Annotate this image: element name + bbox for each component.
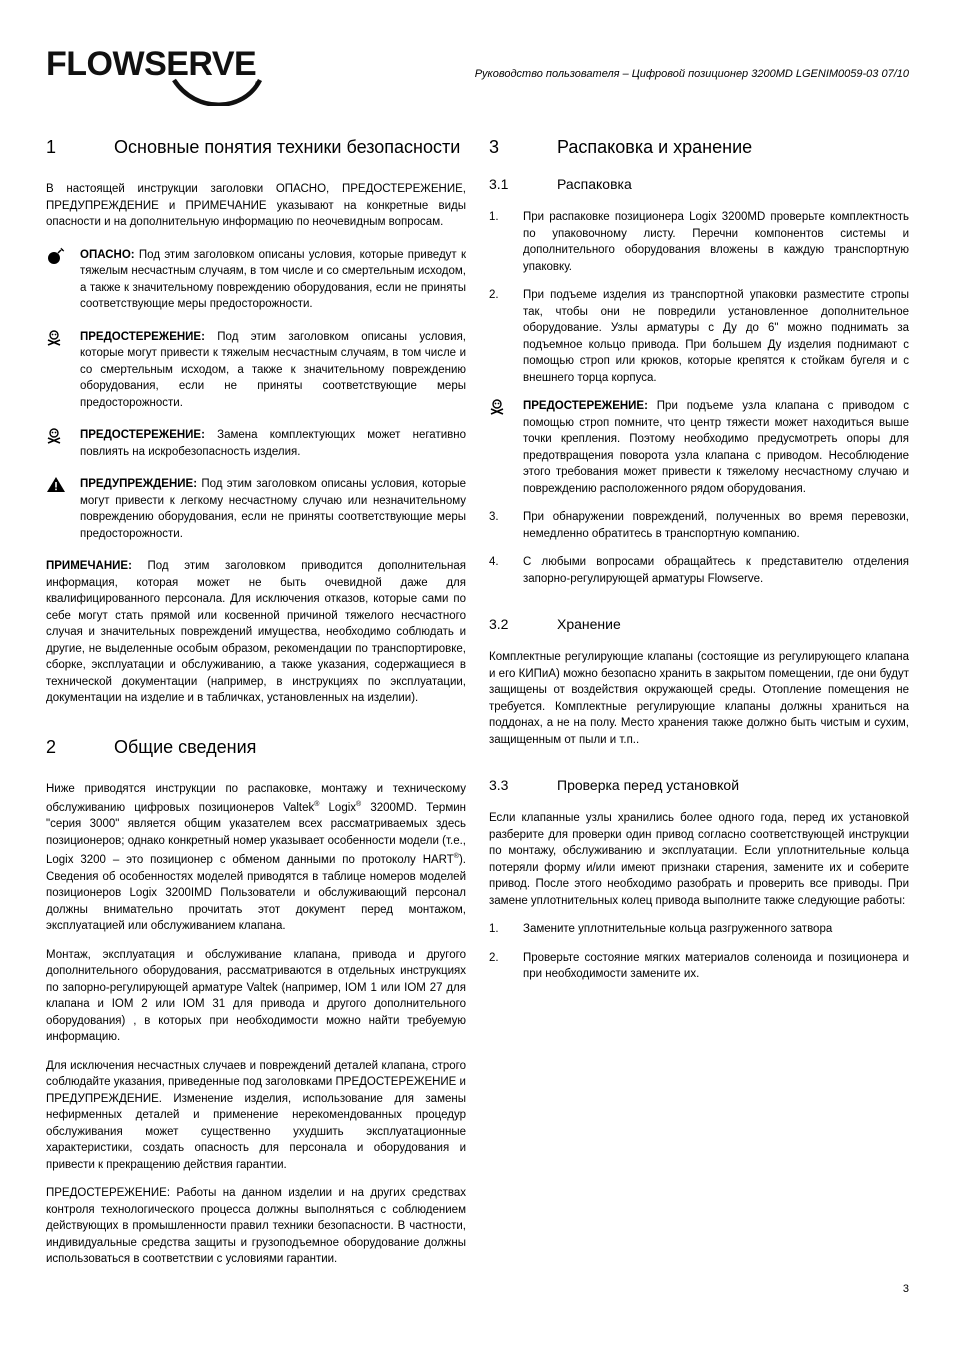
section-2-paragraph-4: ПРЕДОСТЕРЕЖЕНИЕ: Работы на данном изделии и на других средствах контроля технологического процесса должны выполняться с соблюдением действующих в промышленности правил техники безопасности. В частности, индивидуальные средства защиты и грузоподъемное оборудование должны использоваться в соответствии с условиями гарантии.: [46, 1187, 466, 1266]
skull-crossbones-icon: [46, 329, 66, 347]
left-column: [46, 135, 466, 1268]
section-3-2-text: Комплектные регулирующие клапаны (состоящие из регулирующего клапана и его КИПиА) можно безопасно хранить в закрытом помещении, где они будут защищены от воздействия окружающей среды. Отопление помещения не требуется. Комплектные регулирующие клапаны должны храниться на поддонах, а не на полу. Место хранения также должно быть чистым и сухим, защищенным от пыли и т.п..: [489, 651, 909, 746]
section-1-intro: В настоящей инструкции заголовки ОПАСНО, ПРЕДОСТЕРЕЖЕНИЕ, ПРЕДУПРЕЖДЕНИЕ и ПРИМЕЧАНИЕ указывают на конкретные виды опасности и на дополнительную информацию по неочевидным вопросам.: [46, 183, 466, 228]
document-title: Руководство пользователя – Цифровой позиционер 3200MD LGENIM0059-03 07/10: [474, 68, 909, 80]
section-2-heading: 2 Общие сведения: [46, 736, 257, 757]
section-1-heading: 1 Основные понятия техники безопасности: [46, 137, 461, 157]
list-item: 2. При подъеме изделия из транспортной упаковки разместите стропы так, чтобы они не повредили установленное дополнительное оборудование. Узлы арматуры с Ду до 6" можно поднимать за подъемное кольцо привода. При большем Ду изделия поднимают с помощью строп или крюков, которые крепятся к стойкам бугеля и с внешнего торца корпуса.: [489, 289, 909, 384]
list-item: 3. При обнаружении повреждений, полученных во время перевозки, немедленно обратитесь в транспортную компанию.: [489, 511, 909, 540]
list-item: 1. Замените уплотнительные кольца разгруженного затвора: [489, 923, 833, 935]
section-3-3-text: Если клапанные узлы хранились более одного года, перед их установкой разберите для проверки один привод согласно соответствующей инструкции по монтажу, обслуживанию и эксплуатации. Если уплотнительные кольца потеряли форму и/или имеют признаки старения, замените их и соберите привод. После этого необходимо разобрать и проверить все приводы. При замене уплотнительных колец привода выполните также следующие работы:: [489, 812, 909, 907]
logo-wordmark: FLOWSERVE: [46, 45, 257, 83]
section-3-heading: 3 Распаковка и хранение: [489, 137, 753, 157]
section-2-paragraph-3: Для исключения несчастных случаев и повреждений деталей клапана, строго соблюдайте указания, приведенные под заголовками ПРЕДОСТЕРЕЖЕНИЕ и ПРЕДУПРЕЖДЕНИЕ. Изменение изделия, использование для замены нефирменных деталей и применение нерекомендованных процедур обслуживания может существенно ухудшить эксплуатационные характеристики, создать опасность для персонала и оборудования и привести к прекращению действия гарантии.: [46, 1059, 466, 1171]
list-item: 1. При распаковке позиционера Logix 3200MD проверьте комплектность по упаковочному листу. Перечни компонентов системы и дополнительного оборудования вложены в каждую транспортную упаковку.: [489, 211, 909, 273]
skull-crossbones-icon: [46, 427, 66, 445]
right-column: [489, 135, 909, 983]
section-3-3-heading: 3.3 Проверка перед установкой: [489, 777, 740, 793]
caution-note-3: ПРЕДОСТЕРЕЖЕНИЕ: При подъеме узла клапана с приводом с помощью строп помните, что центр тяжести может находиться выше точки крепления. Поэтому необходимо предусмотреть опоры для предотвращения поворота узла клапана с приводом. Несоблюдение этого требования может привести к тяжелому несчастному случаю и повреждению расположенного рядом оборудования.: [489, 398, 909, 497]
section-3-1-heading: 3.1 Распаковка: [489, 176, 632, 192]
danger-note: ОПАСНО: Под этим заголовком описаны условия, которые приведут к тяжелым несчастным случаям, в том числе и со смертельным исходом, а также к значительному повреждению оборудования, если не приняты соответствующие меры предосторожности.: [46, 247, 466, 313]
list-item: 4. С любыми вопросами обращайтесь к представителю отделения запорно-регулирующей арматуры Flowserve.: [489, 556, 909, 585]
caution-note-2: ПРЕДОСТЕРЕЖЕНИЕ: Замена комплектующих может негативно повлиять на искробезопасность изделия.: [46, 427, 466, 460]
logo-swoosh-icon: [46, 42, 276, 106]
page-number: 3: [902, 1283, 909, 1295]
flowserve-logo: FLOWSERVE ®: [46, 42, 276, 106]
warning-note: ПРЕДУПРЕЖДЕНИЕ: Под этим заголовком описаны условия, которые могут привести к легкому несчастному случаю или незначительному повреждению оборудования, если не приняты соответствующие меры предосторожности.: [46, 476, 466, 542]
section-2-paragraph-1: Ниже приводятся инструкции по распаковке, монтажу и техническому обслуживанию цифровых позиционеров Valtek® Logix® 3200MD. Термин "серия 3000" является общим указателем всех рассматриваемых здесь позиционеров; однако конкретный номер указывает особенности модели (т.е., Logix 3200 – это позиционер с обменом данными по протоколу HART®). Сведения об особенностях моделей приводятся в таблице номеров моделей позиционеров Logix 3200IMD Пользователи и обслуживающий персонал должны внимательно прочитать этот документ перед монтажом, эксплуатацией или обслуживанием клапана.: [46, 782, 467, 933]
section-3-2-heading: 3.2 Хранение: [489, 616, 621, 632]
warning-triangle-icon: [46, 476, 66, 494]
skull-crossbones-icon: [489, 398, 509, 416]
list-item: 2. Проверьте состояние мягких материалов соленоида и позиционера и при необходимости замените их.: [489, 951, 909, 980]
section-2-paragraph-2: Монтаж, эксплуатация и обслуживание клапана, привода и другого дополнительного оборудования, рассматриваются в отдельных инструкциях по запорно-регулирующей арматуре Valtek (например, IOM 1 или IOM 27 для клапана и IOM 2 или IOM 31 для привода и другого дополнительного оборудования) , в которых при необходимости можно найти требуемую информацию.: [46, 948, 466, 1044]
caution-note-1: ПРЕДОСТЕРЕЖЕНИЕ: Под этим заголовком описаны условия, которые могут привести к тяжелым несчастным случаям, в том числе и со смертельным исходом, а также к значительному повреждению оборудования, если не приняты соответствующие меры предосторожности.: [46, 329, 466, 412]
bomb-icon: [46, 247, 66, 265]
note-paragraph: ПРИМЕЧАНИЕ: Под этим заголовком приводится дополнительная информация, которая может не быть очевидной даже для квалифицированного персонала. Для исключения отказов, которые сами по себе могут стать прямой или косвенной причиной тяжелого несчастного случая и значительных повреждений имущества, необходимо соблюдать и другие, не выделенные особым образом, рекомендации по транспортировке, сборке, эксплуатации и обслуживанию, а также указания, содержащиеся в технической документации (например, в инструкциях по эксплуатации, документации на изделие и в табличках, установленных на изделии).: [46, 560, 466, 704]
